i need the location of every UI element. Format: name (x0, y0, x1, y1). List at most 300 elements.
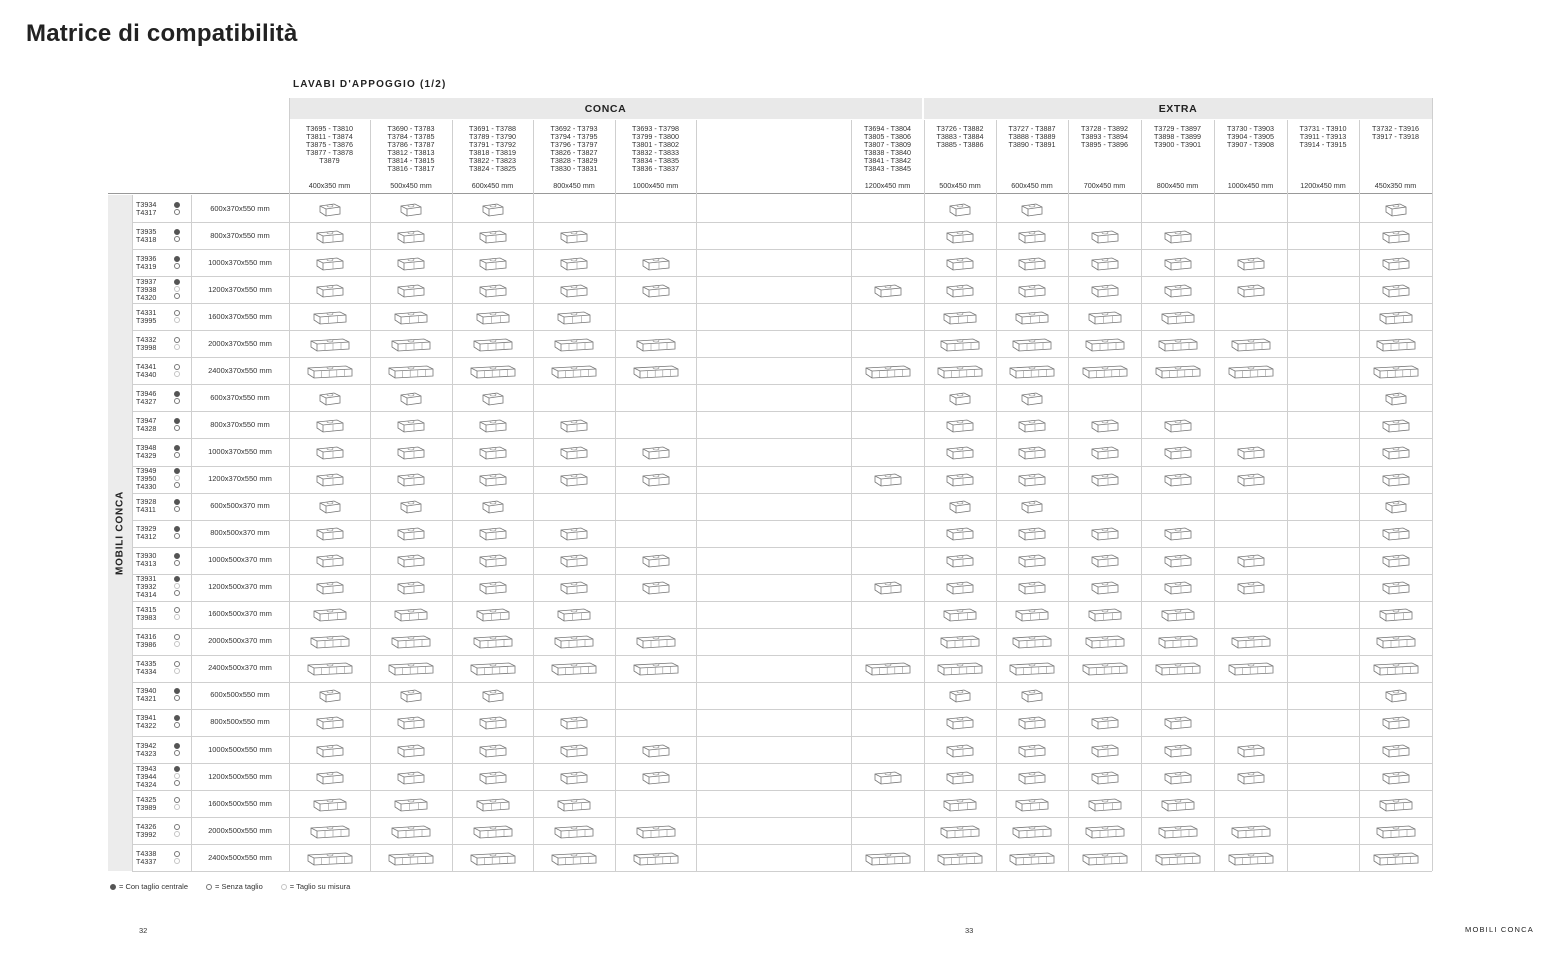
cabinet-icon (396, 255, 426, 276)
row-code: T4321 (136, 694, 157, 704)
cabinet-icon (942, 796, 978, 817)
column-size: 700x450 mm (1083, 181, 1126, 190)
row-code: T4340 (136, 369, 157, 379)
cabinet-icon (1160, 796, 1196, 817)
cabinet-icon (1163, 471, 1193, 492)
cabinet-icon (550, 363, 598, 384)
row-dots (174, 228, 184, 243)
row-code: T3949 (136, 466, 157, 476)
grid-vline (851, 120, 852, 871)
cabinet-icon (1011, 336, 1053, 357)
grid-vline (1432, 98, 1433, 871)
grid-vline (996, 120, 997, 871)
cabinet-icon (864, 363, 912, 384)
row-codes (136, 525, 170, 541)
cabinet-icon (318, 390, 342, 411)
cabinet-icon (1230, 336, 1272, 357)
cabinet-icon (315, 471, 345, 492)
row-code: T4335 (136, 659, 157, 669)
grid-vline (452, 120, 453, 871)
cabinet-icon (1081, 363, 1129, 384)
grid-hline (132, 466, 1432, 467)
cabinet-icon (478, 579, 508, 600)
row-code: T4315 (136, 605, 157, 615)
cabinet-icon (390, 336, 432, 357)
cabinet-icon (481, 201, 505, 222)
cabinet-icon (559, 228, 589, 249)
cabinet-icon (1017, 742, 1047, 763)
cabinet-icon (945, 417, 975, 438)
cabinet-icon (478, 228, 508, 249)
cabinet-icon (632, 363, 680, 384)
cabinet-icon (478, 769, 508, 790)
cabinet-icon (1381, 417, 1411, 438)
cabinet-icon (1227, 850, 1275, 871)
row-codes (136, 417, 170, 433)
row-dots (174, 823, 184, 838)
cabinet-icon (315, 769, 345, 790)
cabinet-icon (553, 823, 595, 844)
cabinet-icon (550, 660, 598, 681)
cabinet-icon (1163, 228, 1193, 249)
row-dots (174, 255, 184, 270)
cabinet-icon (315, 228, 345, 249)
row-codes (136, 714, 170, 730)
row-codes (136, 390, 170, 406)
grid-hline (132, 817, 1432, 818)
cabinet-icon (945, 255, 975, 276)
row-dots (174, 390, 184, 405)
row-code: T3944 (136, 771, 157, 781)
cabinet-icon (873, 769, 903, 790)
cabinet-icon (559, 742, 589, 763)
cabinet-icon (1236, 444, 1266, 465)
row-codes (136, 498, 170, 514)
column-codes: T3728 - T3892 T3893 - T3894 T3895 - T3896 (1080, 124, 1129, 149)
cabinet-icon (1017, 714, 1047, 735)
cabinet-icon (1163, 417, 1193, 438)
filled-dot-icon (174, 688, 180, 694)
cabinet-icon (945, 714, 975, 735)
cabinet-icon (475, 309, 511, 330)
empty-dot-icon (174, 506, 180, 512)
row-size: 1200x500x550 mm (208, 771, 272, 781)
empty-dot-icon (174, 364, 180, 370)
cabinet-icon (635, 633, 677, 654)
row-code: T3950 (136, 474, 157, 484)
filled-dot-icon (174, 526, 180, 532)
empty-dot-icon (174, 425, 180, 431)
cabinet-icon (1017, 255, 1047, 276)
row-dots (174, 633, 184, 648)
row-size: 2000x370x550 mm (208, 338, 272, 348)
empty-dot-icon (174, 337, 180, 343)
cabinet-icon (945, 552, 975, 573)
cabinet-icon (1163, 282, 1193, 303)
cabinet-icon (478, 255, 508, 276)
grid-vline (370, 120, 371, 871)
cabinet-icon (559, 417, 589, 438)
cabinet-icon (1236, 742, 1266, 763)
row-code: T4325 (136, 794, 157, 804)
grid-vline (615, 120, 616, 871)
grid-hline (132, 763, 1432, 764)
row-size: 2400x500x550 mm (208, 852, 272, 862)
row-size: 1200x370x550 mm (208, 284, 272, 294)
cabinet-icon (559, 525, 589, 546)
cabinet-icon (641, 471, 671, 492)
cabinet-icon (1381, 769, 1411, 790)
empty-dot-icon (174, 797, 180, 803)
faint-dot-icon (174, 831, 180, 837)
row-dots (174, 417, 184, 432)
cabinet-icon (399, 390, 423, 411)
row-code: T4316 (136, 632, 157, 642)
row-dots (174, 552, 184, 567)
cabinet-icon (315, 525, 345, 546)
cabinet-icon (1090, 742, 1120, 763)
empty-dot-icon (174, 661, 180, 667)
faint-dot-icon (174, 641, 180, 647)
cabinet-icon (945, 769, 975, 790)
cabinet-icon (478, 444, 508, 465)
empty-dot-icon (174, 590, 180, 596)
cabinet-icon (635, 336, 677, 357)
empty-dot-icon (174, 452, 180, 458)
cabinet-icon (550, 850, 598, 871)
grid-hline (132, 493, 1432, 494)
row-codes (136, 444, 170, 460)
grid-vline (924, 120, 925, 871)
cabinet-icon (1157, 823, 1199, 844)
cabinet-icon (641, 579, 671, 600)
row-codes (136, 765, 170, 789)
cabinet-icon (559, 552, 589, 573)
cabinet-icon (945, 579, 975, 600)
row-dots (174, 525, 184, 540)
cabinet-icon (945, 228, 975, 249)
cabinet-icon (396, 228, 426, 249)
row-code: T3928 (136, 497, 157, 507)
grid-hline (132, 736, 1432, 737)
grid-hline (132, 790, 1432, 791)
cabinet-icon (478, 714, 508, 735)
cabinet-icon (1163, 552, 1193, 573)
cabinet-icon (948, 201, 972, 222)
grid-hline (132, 574, 1432, 575)
faint-dot-icon (174, 286, 180, 292)
filled-dot-icon (174, 715, 180, 721)
cabinet-icon (641, 742, 671, 763)
cabinet-icon (1227, 363, 1275, 384)
grid-hline (132, 330, 1432, 331)
cabinet-icon (1090, 552, 1120, 573)
row-code: T3989 (136, 802, 157, 812)
legend-none (206, 882, 263, 891)
column-codes: T3727 - T3887 T3888 - T3889 T3890 - T3891 (1008, 124, 1056, 149)
cabinet-icon (1236, 282, 1266, 303)
row-code: T3995 (136, 315, 157, 325)
row-dots (174, 765, 184, 787)
cabinet-icon (390, 633, 432, 654)
grid-hline (132, 276, 1432, 277)
cabinet-icon (942, 606, 978, 627)
cabinet-icon (318, 687, 342, 708)
grid-hline (132, 628, 1432, 629)
cabinet-icon (559, 282, 589, 303)
row-code: T4329 (136, 450, 157, 460)
empty-dot-icon (174, 824, 180, 830)
grid-hline (132, 303, 1432, 304)
cabinet-icon (475, 796, 511, 817)
cabinet-icon (393, 796, 429, 817)
column-size: 450x350 mm (1374, 181, 1417, 190)
group-header-conca: CONCA (289, 98, 922, 119)
cabinet-icon (1017, 282, 1047, 303)
cabinet-icon (1090, 417, 1120, 438)
filled-dot-icon (174, 576, 180, 582)
cabinet-icon (1163, 525, 1193, 546)
cabinet-icon (309, 336, 351, 357)
row-size: 1000x500x370 mm (208, 555, 272, 565)
page-number-right: 33 (965, 926, 974, 935)
cabinet-icon (1372, 363, 1420, 384)
row-code: T3936 (136, 253, 157, 263)
cabinet-icon (478, 742, 508, 763)
cabinet-icon (1372, 660, 1420, 681)
cabinet-icon (315, 282, 345, 303)
cabinet-icon (1011, 823, 1053, 844)
cabinet-icon (1017, 525, 1047, 546)
cabinet-icon (1163, 714, 1193, 735)
empty-dot-icon (174, 780, 180, 786)
grid-hline (132, 249, 1432, 250)
cabinet-icon (559, 471, 589, 492)
row-size: 600x500x370 mm (210, 501, 270, 511)
cabinet-icon (306, 660, 354, 681)
group-header-extra: EXTRA (924, 98, 1432, 119)
row-code: T3948 (136, 442, 157, 452)
cabinet-icon (396, 444, 426, 465)
cabinet-icon (387, 850, 435, 871)
cabinet-icon (1236, 769, 1266, 790)
faint-dot-icon (174, 773, 180, 779)
empty-dot-icon (174, 634, 180, 640)
faint-dot-icon (174, 583, 180, 589)
cabinet-icon (1017, 471, 1047, 492)
row-code: T3946 (136, 388, 157, 398)
row-codes (136, 742, 170, 758)
row-size: 600x370x550 mm (210, 203, 270, 213)
cabinet-icon (478, 282, 508, 303)
cabinet-icon (1084, 823, 1126, 844)
empty-dot-icon (174, 310, 180, 316)
filled-dot-icon (174, 743, 180, 749)
row-codes (136, 575, 170, 599)
row-size: 800x500x370 mm (210, 528, 270, 538)
row-size: 1200x500x370 mm (208, 582, 272, 592)
filled-dot-icon (174, 391, 180, 397)
cabinet-icon (1227, 660, 1275, 681)
cabinet-icon (641, 769, 671, 790)
row-code: T4314 (136, 590, 157, 600)
filled-dot-icon (174, 468, 180, 474)
cabinet-icon (318, 201, 342, 222)
faint-dot-icon (174, 317, 180, 323)
row-dots (174, 796, 184, 811)
cabinet-icon (469, 850, 517, 871)
row-codes (136, 467, 170, 491)
cabinet-icon (1230, 633, 1272, 654)
grid-hline (132, 655, 1432, 656)
row-codes (136, 201, 170, 217)
cabinet-icon (472, 823, 514, 844)
cabinet-icon (1384, 687, 1408, 708)
cabinet-icon (936, 363, 984, 384)
row-code: T4320 (136, 292, 157, 302)
row-code: T4313 (136, 559, 157, 569)
column-codes: T3692 - T3793 T3794 - T3795 T3796 - T3797 T3826 - T3827 T3828 - T3829 T3830 - T3831 (550, 124, 598, 173)
cabinet-icon (1087, 309, 1123, 330)
cabinet-icon (1381, 742, 1411, 763)
cabinet-icon (1378, 606, 1414, 627)
cabinet-icon (1090, 444, 1120, 465)
cabinet-icon (1017, 769, 1047, 790)
cabinet-icon (315, 417, 345, 438)
grid-vline (1141, 120, 1142, 871)
cabinet-icon (396, 417, 426, 438)
row-code: T3934 (136, 199, 157, 209)
cabinet-icon (1017, 552, 1047, 573)
cabinet-icon (478, 471, 508, 492)
cabinet-icon (556, 309, 592, 330)
column-size: 800x450 mm (553, 181, 595, 190)
row-dots (174, 714, 184, 729)
cabinet-icon (1381, 471, 1411, 492)
row-code: T4311 (136, 505, 156, 515)
cabinet-icon (641, 444, 671, 465)
row-codes (136, 660, 170, 676)
filled-dot-icon (174, 229, 180, 235)
cabinet-icon (478, 552, 508, 573)
cabinet-icon (1381, 228, 1411, 249)
cabinet-icon (553, 633, 595, 654)
legend-central (110, 882, 188, 891)
row-size: 800x500x550 mm (210, 717, 270, 727)
row-dots (174, 309, 184, 324)
row-size: 2000x500x550 mm (208, 825, 272, 835)
cabinet-icon (873, 471, 903, 492)
row-code: T4326 (136, 821, 157, 831)
column-codes: T3694 - T3804 T3805 - T3806 T3807 - T3809 T3838 - T3840 T3841 - T3842 T3843 - T3845 (863, 124, 912, 173)
cabinet-icon (945, 471, 975, 492)
row-size: 1600x370x550 mm (208, 311, 272, 321)
cabinet-icon (1384, 498, 1408, 519)
row-code: T3932 (136, 582, 157, 592)
column-codes: T3690 - T3783 T3784 - T3785 T3786 - T3787 T3812 - T3813 T3814 - T3815 T3816 - T3817 (387, 124, 435, 173)
row-code: T3929 (136, 524, 157, 534)
cabinet-icon (472, 633, 514, 654)
cabinet-icon (1017, 579, 1047, 600)
row-dots (174, 444, 184, 459)
row-code: T3931 (136, 574, 157, 584)
row-code: T3935 (136, 226, 157, 236)
row-code: T4324 (136, 779, 157, 789)
cabinet-icon (1090, 769, 1120, 790)
cabinet-icon (1378, 796, 1414, 817)
grid-vline (696, 120, 697, 871)
cabinet-icon (1384, 390, 1408, 411)
grid-hline (132, 871, 1432, 872)
side-label-text: MOBILI CONCA (114, 490, 126, 576)
grid-hline (132, 547, 1432, 548)
cabinet-icon (1375, 336, 1417, 357)
cabinet-icon (478, 525, 508, 546)
row-code: T4330 (136, 482, 157, 492)
grid-hline (132, 709, 1432, 710)
cabinet-icon (948, 498, 972, 519)
cabinet-icon (396, 471, 426, 492)
cabinet-icon (1163, 742, 1193, 763)
column-codes: T3693 - T3798 T3799 - T3800 T3801 - T3802 T3832 - T3833 T3834 - T3835 T3836 - T3837 (631, 124, 680, 173)
row-size: 1200x370x550 mm (208, 474, 272, 484)
row-size: 800x370x550 mm (210, 230, 270, 240)
empty-dot-icon (174, 722, 180, 728)
row-codes (136, 823, 170, 839)
row-code: T4337 (136, 856, 157, 866)
cabinet-icon (1014, 606, 1050, 627)
row-size: 600x370x550 mm (210, 392, 270, 402)
grid-vline (1287, 120, 1288, 871)
cabinet-icon (481, 498, 505, 519)
cabinet-icon (315, 552, 345, 573)
cabinet-icon (1236, 552, 1266, 573)
cabinet-icon (481, 390, 505, 411)
row-code: T3938 (136, 284, 157, 294)
column-size: 1000x450 mm (632, 181, 679, 190)
cabinet-icon (1375, 823, 1417, 844)
cabinet-icon (945, 282, 975, 303)
cabinet-icon (1381, 525, 1411, 546)
cabinet-icon (1154, 363, 1202, 384)
empty-dot-icon (174, 695, 180, 701)
empty-dot-icon (174, 851, 180, 857)
cabinet-icon (396, 769, 426, 790)
empty-dot-icon (174, 482, 180, 488)
grid-vline (289, 98, 290, 871)
cabinet-icon (635, 823, 677, 844)
cabinet-icon (309, 823, 351, 844)
row-code: T3992 (136, 829, 157, 839)
cabinet-icon (553, 336, 595, 357)
cabinet-icon (396, 282, 426, 303)
cabinet-icon (1090, 579, 1120, 600)
cabinet-icon (1375, 633, 1417, 654)
grid-vline (1359, 120, 1360, 871)
row-size: 600x500x550 mm (210, 690, 270, 700)
row-code: T3940 (136, 686, 157, 696)
grid-hline (132, 844, 1432, 845)
column-codes: T3729 - T3897 T3898 - T3899 T3900 - T3901 (1153, 124, 1202, 149)
cabinet-icon (1230, 823, 1272, 844)
row-code: T3998 (136, 342, 157, 352)
row-codes (136, 796, 170, 812)
cabinet-icon (948, 687, 972, 708)
cabinet-icon (1020, 687, 1044, 708)
row-code: T4341 (136, 361, 157, 371)
cabinet-icon (1020, 201, 1044, 222)
cabinet-icon (306, 363, 354, 384)
